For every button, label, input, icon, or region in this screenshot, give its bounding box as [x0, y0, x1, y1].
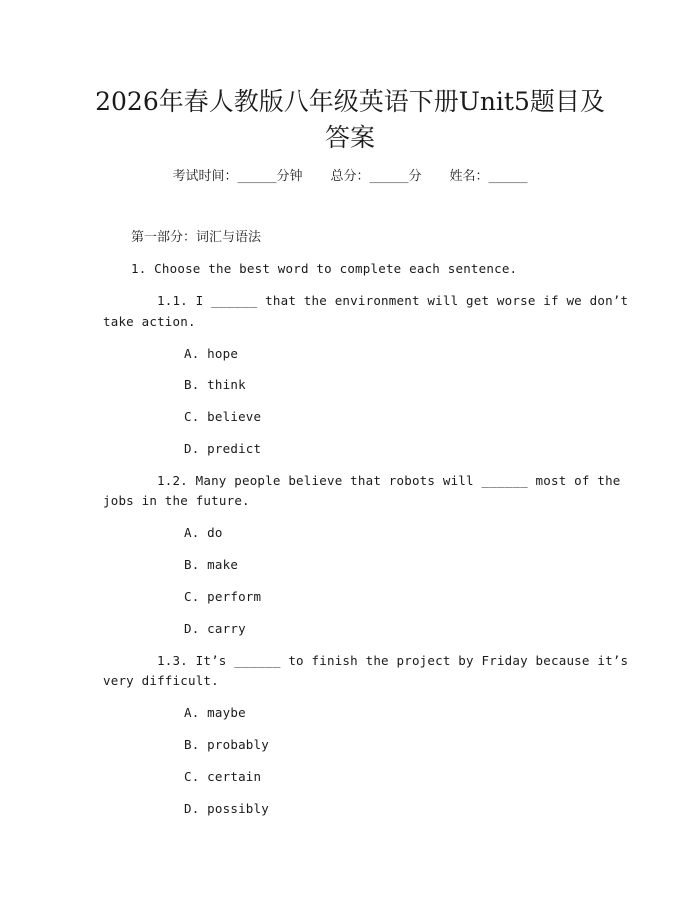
item-1-stem-line2: take action.	[103, 314, 196, 329]
item-2-stem-line1: 1.2. Many people believe that robots will ______ most of the	[157, 473, 621, 488]
question-1-instruction: 1. Choose the best word to complete each sentence.	[131, 261, 518, 276]
item-2-option-a: A. do	[184, 525, 223, 540]
section-title: 第一部分：词汇与语法	[131, 230, 262, 245]
item-3-option-d: D. possibly	[184, 801, 269, 816]
exam-time-label: 考试时间：______分钟	[172, 169, 303, 184]
item-2-option-c: C. perform	[184, 589, 262, 604]
item-1-option-d: D. predict	[184, 441, 262, 456]
item-3-option-b: B. probably	[184, 737, 269, 752]
item-3-stem-line2: very difficult.	[103, 673, 219, 688]
page-title: 2026年春人教版八年级英语下册Unit5题目及答案	[95, 87, 605, 152]
item-2-option-d: D. carry	[184, 621, 246, 636]
total-score-label: 总分：______分	[330, 169, 422, 184]
exam-info	[0, 168, 700, 186]
item-1-option-c: C. believe	[184, 409, 262, 424]
item-3-option-c: C. certain	[184, 769, 262, 784]
item-2-option-b: B. make	[184, 557, 239, 572]
item-1-option-b: B. think	[184, 377, 246, 392]
item-1-option-a: A. hope	[184, 346, 239, 361]
item-3-option-a: A. maybe	[184, 705, 246, 720]
item-2-stem-line2: jobs in the future.	[103, 493, 250, 508]
item-3-stem-line1: 1.3. It’s ______ to finish the project by Friday because it’s	[157, 653, 629, 668]
student-name-label: 姓名：______	[449, 169, 528, 184]
item-1-stem-line1: 1.1. I ______ that the environment will get worse if we don’t	[157, 293, 629, 308]
